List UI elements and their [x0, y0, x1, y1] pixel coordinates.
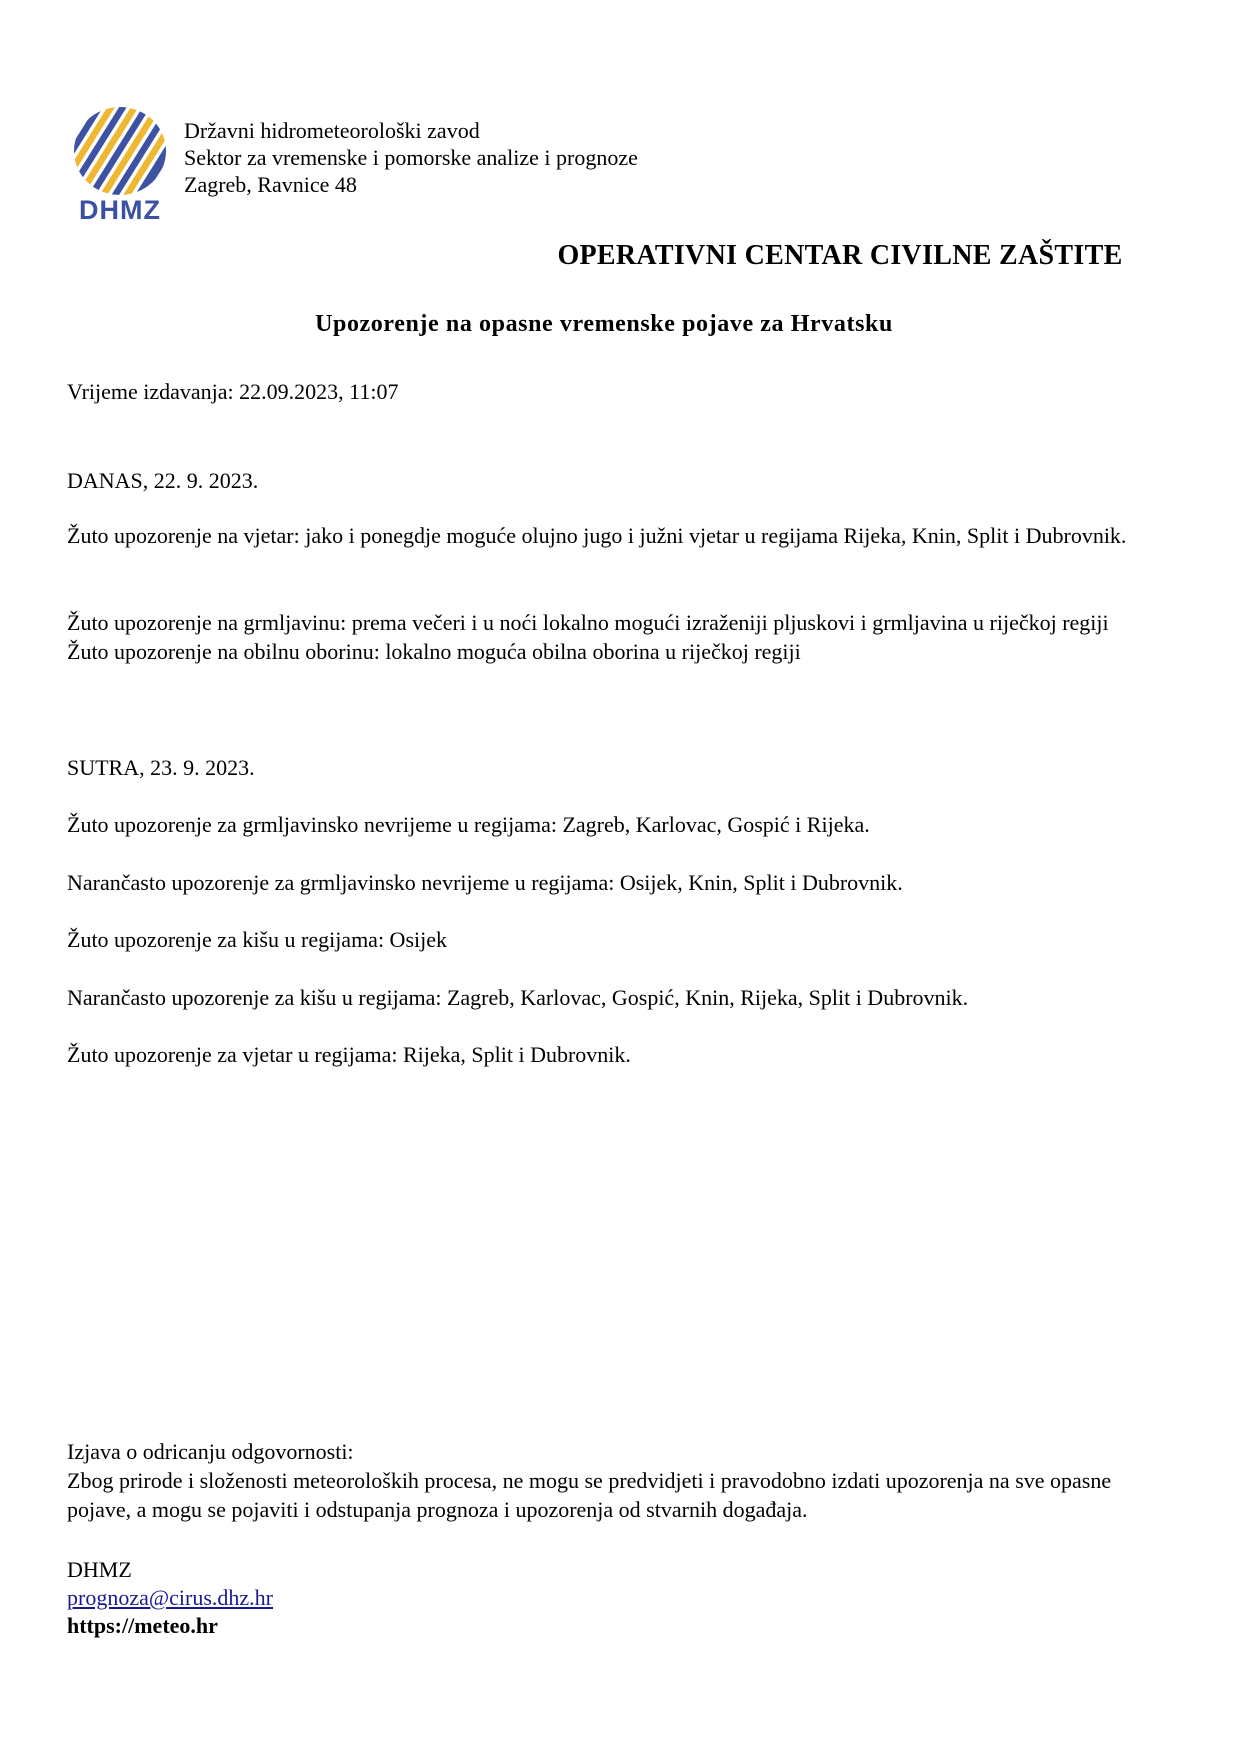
page-subtitle: Upozorenje na opasne vremenske pojave za Hrvatsku: [315, 311, 893, 337]
warning-tomorrow-rain-yellow: Žuto upozorenje za kišu u regijama: Osijek: [67, 927, 447, 952]
dhmz-globe-icon: [70, 106, 170, 196]
warning-tomorrow-wind-yellow: Žuto upozorenje za vjetar u regijama: Rijeka, Split i Dubrovnik.: [67, 1042, 631, 1067]
org-address: [184, 117, 638, 198]
footer-url: https://meteo.hr: [67, 1613, 218, 1638]
footer: [67, 1556, 273, 1640]
warning-tomorrow-rain-orange: Narančasto upozorenje za kišu u regijama: Zagreb, Karlovac, Gospić, Knin, Rijeka, Split i Dubrovnik.: [67, 985, 969, 1010]
warning-today-wind: Žuto upozorenje na vjetar: jako i ponegdje moguće olujno jugo i južni vjetar u regijama Rijeka, Knin, Split i Dubrovnik.: [67, 523, 1127, 548]
warning-today-group: [67, 608, 1172, 666]
disclaimer: [67, 1437, 1172, 1524]
footer-email-link[interactable]: prognoza@cirus.dhz.hr: [67, 1585, 273, 1610]
disclaimer-heading: Izjava o odricanju odgovornosti:: [67, 1439, 354, 1464]
page-title: OPERATIVNI CENTAR CIVILNE ZAŠTITE: [557, 240, 1123, 271]
org-street: Zagreb, Ravnice 48: [184, 172, 357, 197]
org-sector: Sektor za vremenske i pomorske analize i prognoze: [184, 145, 638, 170]
dhmz-logo: [70, 106, 170, 224]
issue-time: Vrijeme izdavanja: 22.09.2023, 11:07: [67, 379, 399, 404]
section-today-heading: DANAS, 22. 9. 2023.: [67, 468, 259, 493]
org-name: Državni hidrometeorološki zavod: [184, 118, 480, 143]
logo-acronym: DHMZ: [79, 195, 161, 225]
footer-org: DHMZ: [67, 1557, 132, 1582]
warning-today-thunder: Žuto upozorenje na grmljavinu: prema večeri i u noći lokalno mogući izraženiji pljuskovi i grmljavina u riječkoj regiji: [67, 610, 1109, 635]
warning-tomorrow-thunder-orange: Narančasto upozorenje za grmljavinsko nevrijeme u regijama: Osijek, Knin, Split i Dubrovnik.: [67, 870, 903, 895]
section-tomorrow-heading: SUTRA, 23. 9. 2023.: [67, 755, 255, 780]
disclaimer-text: Zbog prirode i složenosti meteoroloških procesa, ne mogu se predvidjeti i pravodobno izdati upozorenja na sve opasne pojave, a mogu se pojaviti i odstupanja prognoza i upozorenja od stvarnih događaja.: [67, 1468, 1112, 1522]
warning-today-rainfall: Žuto upozorenje na obilnu oborinu: lokalno moguća obilna oborina u riječkoj regiji: [67, 639, 801, 664]
warning-tomorrow-thunder-yellow: Žuto upozorenje za grmljavinsko nevrijeme u regijama: Zagreb, Karlovac, Gospić i Rijeka.: [67, 812, 870, 837]
